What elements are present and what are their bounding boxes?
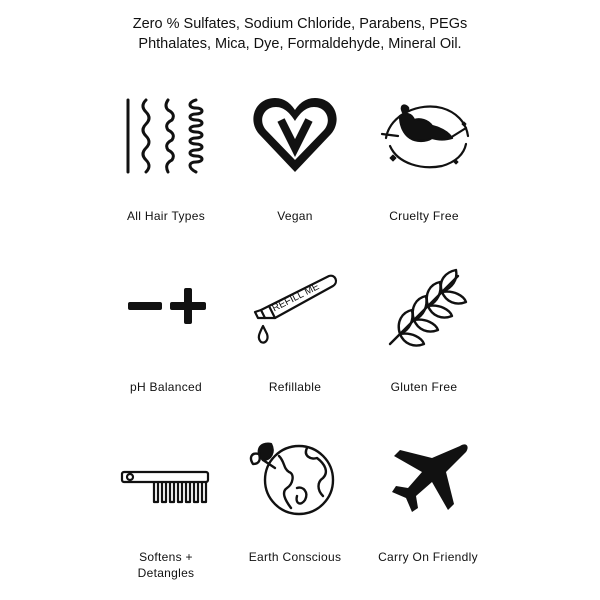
feature-label-refillable: Refillable [268,380,322,394]
feature-label-carry-on-friendly: Carry On Friendly [378,550,478,564]
hair-types-icon [116,92,216,182]
vegan-heart-icon [245,90,345,180]
feature-label-gluten-free: Gluten Free [390,380,458,394]
wheat-icon [376,262,476,352]
refill-tag-text: REFILL ME [270,281,322,315]
comb-icon [116,434,216,524]
leaping-bunny-icon [376,94,476,184]
headline-line-2: Phthalates, Mica, Dye, Formaldehyde, Mineral Oil. [138,36,462,52]
feature-label-earth-conscious: Earth Conscious [248,550,342,564]
earth-leaf-icon [245,434,345,524]
softens-line-1: Softens + [139,550,193,564]
feature-label-vegan: Vegan [277,209,313,223]
headline-line-1: Zero % Sulfates, Sodium Chloride, Parabens, PEGs [132,16,468,32]
feature-label-all-hair-types: All Hair Types [126,209,205,223]
softens-line-2: Detangles [137,566,195,580]
ingredient-free-headline [0,14,600,54]
feature-label-cruelty-free: Cruelty Free [389,209,459,223]
feature-label-ph-balanced: pH Balanced [129,380,202,394]
refill-bottle-icon [245,262,345,352]
minus-plus-icon [116,262,216,352]
airplane-icon [376,434,476,524]
